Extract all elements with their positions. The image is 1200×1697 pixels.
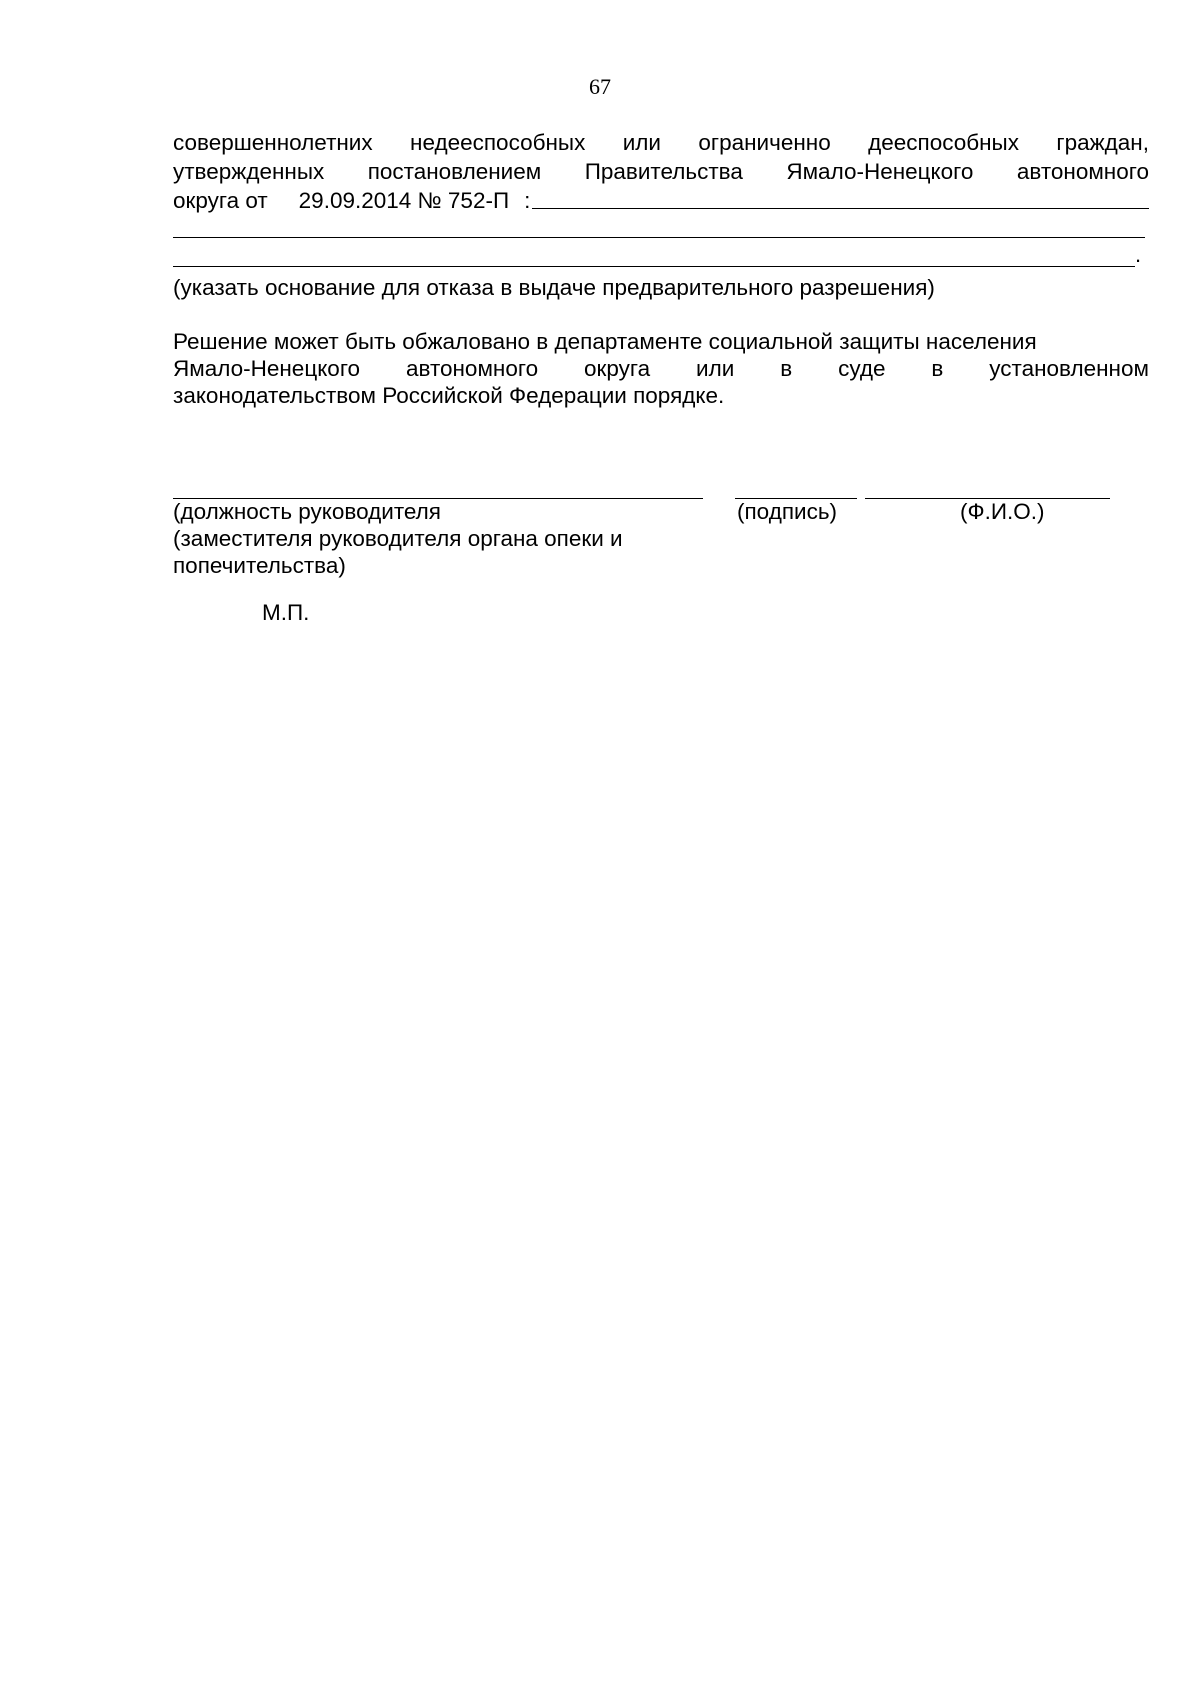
word: или (696, 356, 735, 381)
appeal-line-3: законодательством Российской Федерации порядке. (173, 383, 725, 408)
word: утвержденных (173, 159, 325, 184)
colon: : (524, 188, 531, 213)
stamp-placeholder: М.П. (262, 600, 310, 625)
word: совершеннолетних (173, 130, 373, 155)
appeal-paragraph (173, 328, 1149, 409)
document-body (173, 128, 1149, 409)
appeal-line-1: Решение может быть обжаловано в департаменте социальной защиты населения (173, 329, 1037, 354)
word: в (931, 356, 944, 381)
word: суде (838, 356, 886, 381)
reason-blank-line-2 (173, 244, 1149, 273)
word: постановлением (367, 159, 542, 184)
reason-fill-line (532, 186, 1149, 209)
word: ограниченно (698, 130, 831, 155)
resolution-date-number: 29.09.2014 № 752-П (298, 188, 510, 213)
position-label-3: попечительства) (173, 553, 346, 578)
word: Ямало-Ненецкого (173, 356, 361, 381)
blank-rule (173, 266, 1135, 267)
word: в (780, 356, 793, 381)
appeal-line-2 (173, 355, 1149, 382)
word: автономного (1016, 159, 1149, 184)
word: Ямало-Ненецкого (786, 159, 974, 184)
word: Правительства (584, 159, 743, 184)
reason-note: (указать основание для отказа в выдаче предварительного разрешения) (173, 275, 935, 300)
paragraph-line-1 (173, 128, 1149, 157)
word: или (622, 130, 661, 155)
paragraph-line-2 (173, 157, 1149, 186)
line3-prefix: округа от (173, 188, 268, 213)
paragraph-line-3 (173, 186, 1149, 215)
word: округа (584, 356, 651, 381)
reason-blank-line-1 (173, 215, 1149, 244)
signature-label: (подпись) (737, 499, 838, 524)
word: автономного (405, 356, 539, 381)
name-label: (Ф.И.О.) (960, 499, 1045, 524)
signature-block (173, 498, 1113, 618)
blank-rule (173, 237, 1145, 238)
position-label-1: (должность руководителя (173, 499, 441, 524)
word: граждан, (1056, 130, 1149, 155)
word: недееспособных (410, 130, 586, 155)
line-end-period: . (1135, 242, 1142, 267)
page-number: 67 (589, 74, 611, 99)
word: установленном (989, 356, 1149, 381)
position-label-2: (заместителя руководителя органа опеки и (173, 526, 623, 551)
word: дееспособных (868, 130, 1019, 155)
